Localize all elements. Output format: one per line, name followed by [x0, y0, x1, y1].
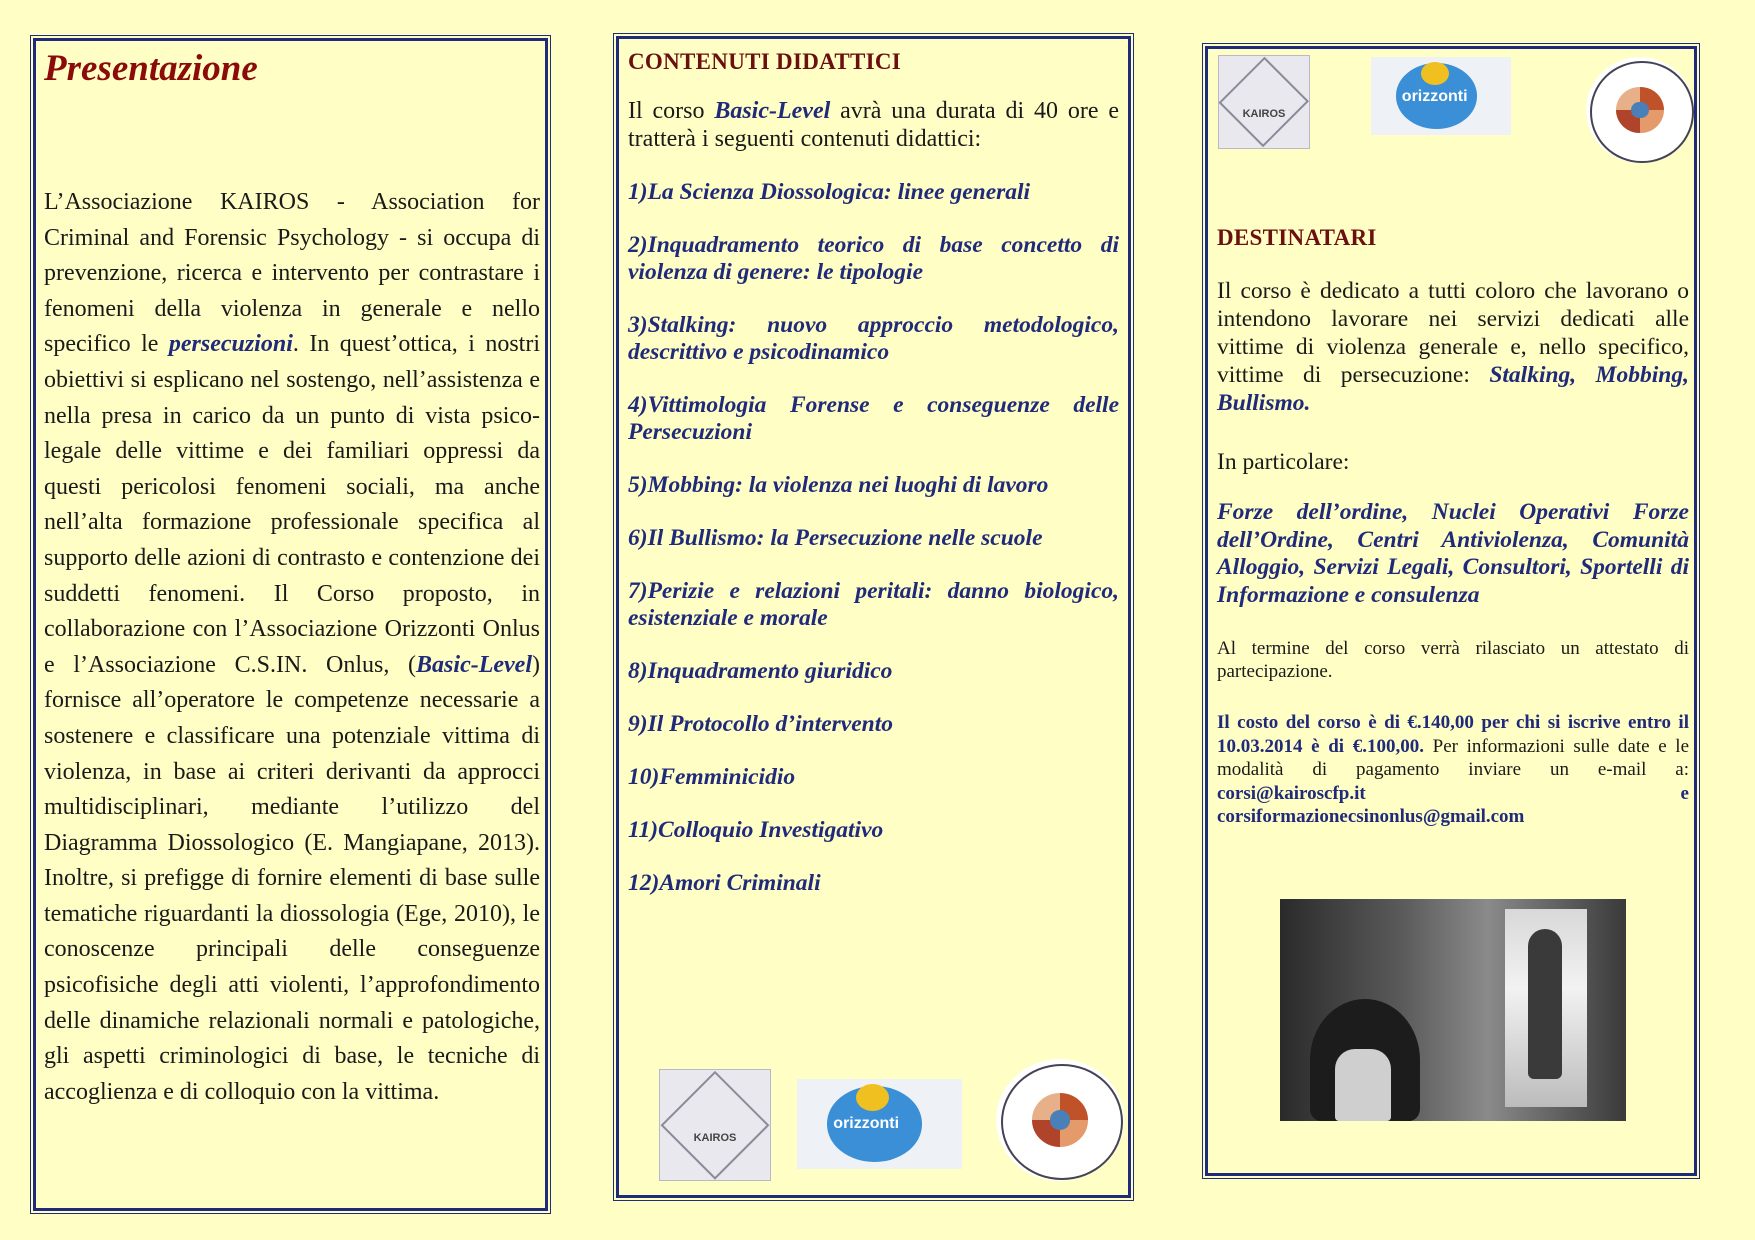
body-emphasis: Basic-Level: [416, 651, 532, 678]
costo-info: [1217, 711, 1689, 829]
intro-emphasis: Basic-Level: [714, 98, 831, 124]
body-text: . In quest’ottica, i nostri obiettivi si esplicano nel sostengo, nell’assistenza e nella presa in carico da un punto di vista psico-legale delle vittime e dei familiari oppressi da questi pericolosi fenomeni sociali, ma anche nell’alta formazione professionale specifica al supporto delle azioni di contrasto e contenzione dei suddetti fenomeni. Il Corso proposto, in collaborazione con l’Associazione Orizzonti Onlus e l’Associazione C.S.IN. Onlus, (: [44, 331, 540, 678]
orizzonti-onlus-logo-icon: [1371, 57, 1511, 135]
contenuti-title: CONTENUTI DIDATTICI: [628, 49, 902, 74]
csin-onlus-logo-icon: [1586, 57, 1694, 163]
orizzonti-onlus-logo-icon: [797, 1079, 962, 1169]
kairos-logo-text: KAIROS: [1242, 107, 1286, 120]
presentazione-panel: [33, 38, 548, 1211]
list-item: 2)Inquadramento teorico di base concetto di violenza di genere: le tipologie: [628, 232, 1119, 285]
destinatari-title: DESTINATARI: [1217, 225, 1377, 250]
presentazione-body: [44, 185, 540, 1110]
list-item: 5)Mobbing: la violenza nei luoghi di lavoro: [628, 472, 1049, 498]
list-item: 9)Il Protocollo d’intervento: [628, 711, 894, 737]
contenuti-intro: [628, 97, 1119, 153]
costo-plain: Per informazioni sulle date e le modalità di pagamento inviare un e-mail a:: [1217, 735, 1690, 780]
body-emphasis: persecuzioni: [168, 331, 293, 358]
destinatari-list: Forze dell’ordine, Nuclei Operativi Forze dell’Ordine, Centri Antiviolenza, Comunità Alloggio, Servizi Legali, Consultori, Sportelli di Informazione e consulenza: [1217, 499, 1689, 608]
kairos-logo-icon: [659, 1069, 771, 1181]
orizzonti-logo-text: orizzonti: [833, 1115, 900, 1132]
particolare-label: In particolare:: [1217, 449, 1350, 475]
kairos-logo-text: KAIROS: [693, 1131, 737, 1144]
kairos-logo-icon: [1218, 55, 1310, 149]
intro-text: avrà una durata di 40 ore e tratterà i seguenti contenuti didattici:: [628, 98, 1119, 152]
presentazione-title: Presentazione: [44, 48, 258, 89]
orizzonti-logo-text: orizzonti: [1401, 88, 1468, 106]
victim-photo-icon: [1280, 899, 1626, 1121]
list-item: 1)La Scienza Diossologica: linee generali: [628, 179, 1031, 205]
intro-text: Il corso: [628, 98, 715, 124]
contact-email: corsi@kairoscfp.it e corsiformazionecsinonlus@gmail.com: [1217, 782, 1689, 827]
csin-onlus-logo-icon: [996, 1059, 1124, 1181]
contenuti-list: [628, 179, 1119, 923]
list-item: 11)Colloquio Investigativo: [628, 817, 884, 843]
body-text: ) fornisce all’operatore le competenze necessarie a sostenere e classificare una potenziale vittima di violenza, in base ai criteri derivanti da approcci multidisciplinari, mediante l’utilizzo del Diagramma Diossologico (E. Mangiapane, 2013). Inoltre, si prefigge di fornire elementi di base sulle tematiche riguardanti la diossologia (Ege, 2010), le conoscenze principali delle conseguenze psicofisiche degli atti violenti, l’approfondimento delle dinamiche relazionali normali e patologiche, gli aspetti criminologici di base, le tecniche di accoglienza e di colloquio con la vittima.: [44, 651, 540, 1105]
list-item: 10)Femminicidio: [628, 764, 796, 790]
contenuti-logos: [639, 1059, 1119, 1189]
destinatari-panel: [1205, 46, 1697, 1176]
list-item: 8)Inquadramento giuridico: [628, 658, 893, 684]
body-emphasis: Stalking, Mobbing, Bullismo.: [1217, 362, 1689, 416]
list-item: 12)Amori Criminali: [628, 870, 821, 896]
costo-bold: Il costo del corso è di €.140,00 per chi si iscrive entro il 10.03.2014 è di €.100,00.: [1217, 712, 1689, 757]
body-text: L’Associazione KAIROS - Association for Criminal and Forensic Psychology - si occupa di prevenzione, ricerca e intervento per contrastare i fenomeni della violenza in generale e nello specifico le: [44, 189, 540, 358]
contenuti-panel: [616, 36, 1131, 1198]
body-text: Il corso è dedicato a tutti coloro che lavorano o intendono lavorare nei servizi dedicati alle vittime di violenza generale e, nello specifico, vittime di persecuzione:: [1217, 278, 1689, 388]
destinatari-body: [1217, 277, 1689, 417]
list-item: 7)Perizie e relazioni peritali: danno biologico, esistenziale e morale: [628, 578, 1119, 631]
list-item: 6)Il Bullismo: la Persecuzione nelle scuole: [628, 525, 1043, 551]
list-item: 3)Stalking: nuovo approccio metodologico, descrittivo e psicodinamico: [628, 312, 1119, 365]
attestato-note: Al termine del corso verrà rilasciato un attestato di partecipazione.: [1217, 638, 1689, 682]
list-item: 4)Vittimologia Forense e conseguenze delle Persecuzioni: [628, 392, 1119, 445]
